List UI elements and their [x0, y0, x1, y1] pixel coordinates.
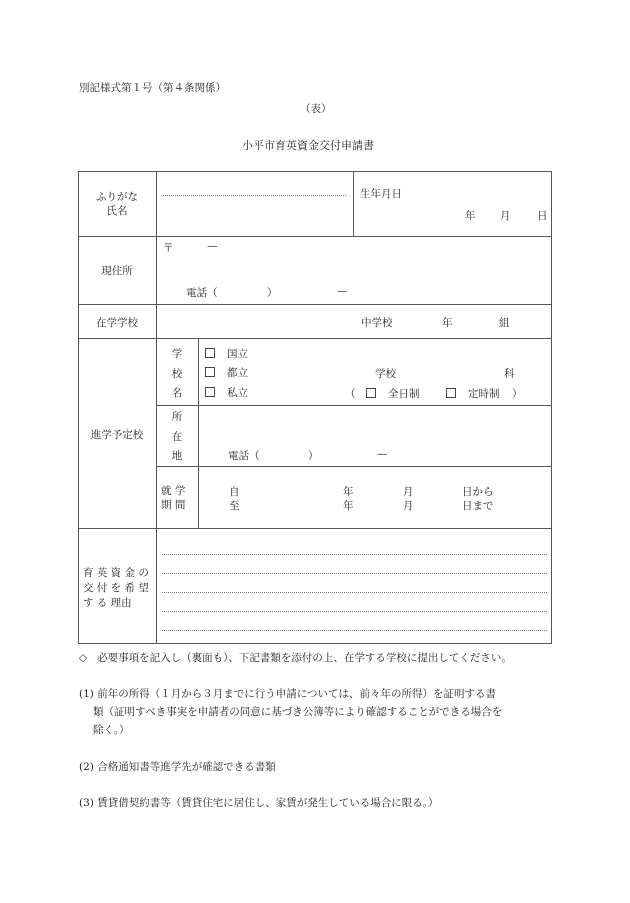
- junior-high-suffix: 中学校: [361, 317, 393, 329]
- school-phone-paren-close: ）: [308, 450, 319, 462]
- note-item: (3) 賃貸借契約書等（賃貸住宅に居住し、家賃が発生している場合に限る。）: [79, 797, 439, 809]
- row-divider: [78, 304, 552, 305]
- phone-label: 電話（: [186, 287, 218, 299]
- to-month: 月: [403, 500, 414, 512]
- school-phone-dash: —: [377, 448, 388, 460]
- birth-month-label: 月: [500, 210, 511, 222]
- name-label: 氏名: [106, 205, 128, 217]
- address-label: 現住所: [101, 265, 133, 277]
- furigana-input-line[interactable]: [163, 195, 346, 196]
- to-label: 至: [229, 500, 240, 512]
- birthdate-label: 生年月日: [360, 188, 402, 200]
- planned-school-label: 進学予定校: [90, 429, 144, 441]
- phone-paren-close: ）: [267, 287, 278, 299]
- birth-day-label: 日: [537, 210, 548, 222]
- checkbox[interactable]: [366, 388, 376, 398]
- current-school-input[interactable]: [161, 308, 356, 334]
- grade-suffix: 年: [442, 317, 453, 329]
- row-divider: [156, 405, 552, 406]
- from-year: 年: [343, 486, 354, 498]
- school-name-sublabel: 学 校 名: [171, 348, 183, 399]
- furigana-label: ふりがな: [96, 191, 138, 203]
- reason-input-line[interactable]: [162, 592, 547, 593]
- from-label: 自: [229, 486, 240, 498]
- birth-year-label: 年: [465, 210, 476, 222]
- national-option[interactable]: 国立: [205, 346, 248, 361]
- address-input[interactable]: [175, 248, 545, 276]
- to-day-suffix: 日まで: [462, 500, 494, 512]
- part-time-option[interactable]: 定時制: [446, 386, 500, 401]
- checkbox[interactable]: [446, 388, 456, 398]
- reason-input-line[interactable]: [162, 554, 547, 555]
- school-phone-label: 電話（: [228, 450, 260, 462]
- birthdate-divider: [353, 171, 354, 236]
- checkbox[interactable]: [205, 367, 215, 377]
- diamond-icon: ◇: [79, 652, 88, 664]
- from-month: 月: [403, 486, 414, 498]
- reason-label: 育 英 資 金 の 交 付 を 希 望 す る 理由: [83, 567, 149, 609]
- reason-input-line[interactable]: [162, 573, 547, 574]
- course-suffix: 科: [504, 368, 515, 380]
- row-divider: [156, 466, 552, 467]
- metropolitan-option[interactable]: 都立: [205, 365, 248, 380]
- row-divider: [78, 338, 552, 339]
- location-sublabel: 所 在 地: [171, 411, 183, 462]
- school-suffix: 学校: [375, 368, 396, 380]
- note-item: (2) 合格通知書等進学先が確認できる書類: [79, 761, 276, 773]
- full-time-option[interactable]: 全日制: [366, 386, 420, 401]
- checkbox[interactable]: [205, 387, 215, 397]
- period-sublabel: 就 学 期 間: [161, 485, 186, 511]
- name-input[interactable]: [160, 202, 350, 232]
- location-input[interactable]: [205, 410, 545, 440]
- private-option[interactable]: 私立: [205, 385, 248, 400]
- reason-input-line[interactable]: [162, 630, 547, 631]
- schedule-open-paren: （: [345, 388, 356, 400]
- current-school-label: 在学学校: [96, 317, 138, 329]
- reason-input-line[interactable]: [162, 611, 547, 612]
- row-divider: [78, 236, 552, 237]
- side-label: （表）: [300, 103, 332, 115]
- notes-intro: ◇ 必要事項を記入し（裏面も）、下記書類を添付の上、在学する学校に提出してください。: [79, 652, 512, 664]
- checkbox[interactable]: [205, 348, 215, 358]
- class-suffix: 組: [499, 317, 510, 329]
- note-item: (1) 前年の所得（１月から３月までに行う申請については、前々年の所得）を証明する書 類（証明すべき事実を申請者の同意に基づき公簿等により確認することができる場合を 除く。）: [79, 688, 503, 736]
- from-day-suffix: 日から: [462, 486, 494, 498]
- schedule-close-paren: ）: [512, 388, 523, 400]
- sublabel-column-divider: [198, 338, 199, 528]
- row-divider: [78, 528, 552, 529]
- name-label-cell: [78, 190, 156, 218]
- form-number: 別記様式第１号（第４条関係）: [79, 82, 226, 94]
- to-year: 年: [343, 500, 354, 512]
- phone-dash: —: [337, 285, 348, 297]
- page-title: 小平市育英資金交付申請書: [242, 139, 374, 152]
- postal-mark: 〒: [163, 242, 174, 254]
- postal-dash: —: [207, 240, 218, 252]
